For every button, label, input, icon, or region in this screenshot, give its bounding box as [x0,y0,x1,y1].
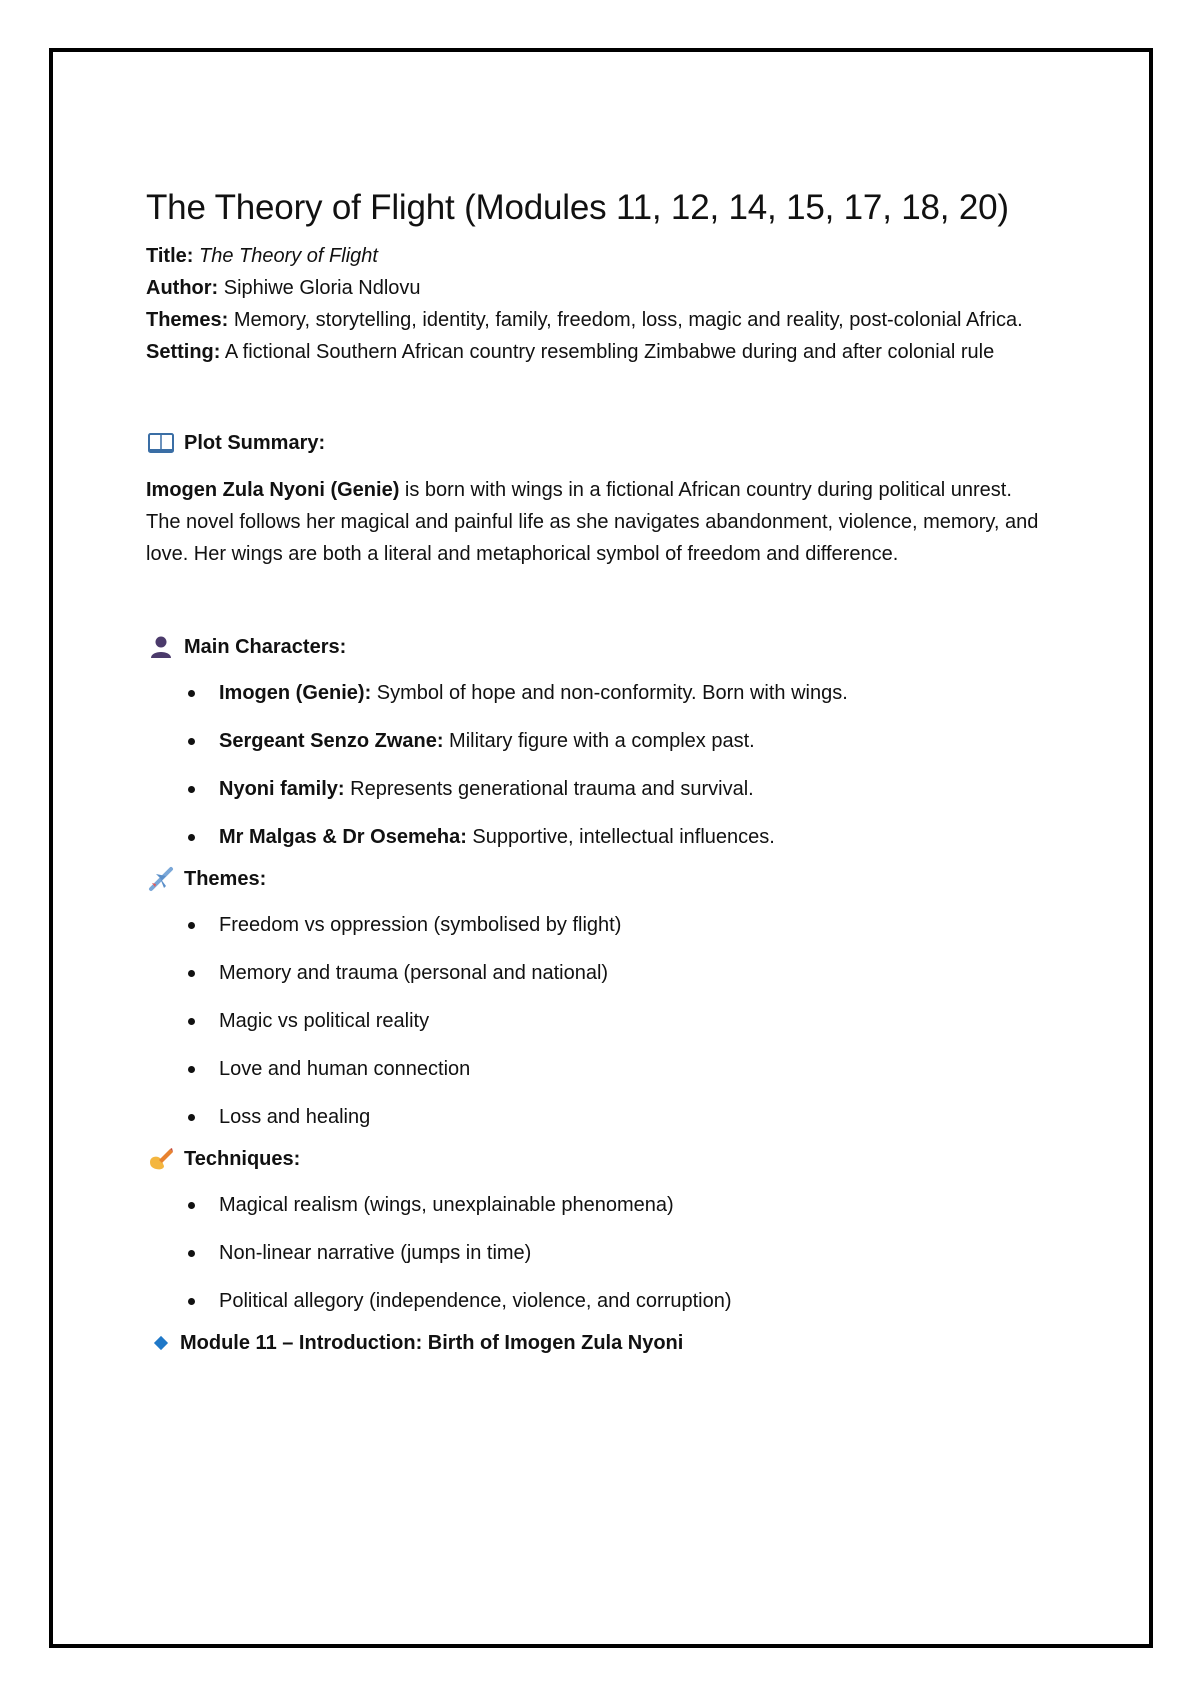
plot-lead: Imogen Zula Nyoni (Genie) [146,479,400,501]
list-item [146,1102,1046,1132]
list-item [146,774,1046,804]
meta-themes-line [146,304,1046,336]
meta-block [146,240,1046,368]
characters-section [146,632,1046,852]
module-heading [146,1328,1046,1358]
meta-setting-line [146,336,1046,368]
character-name: Imogen (Genie): [219,682,372,704]
list-item [146,1006,1046,1036]
list-item [146,1238,1046,1268]
list-item [146,822,1046,852]
character-name: Sergeant Senzo Zwane: [219,730,444,752]
plot-text: is born with wings in a fictional African country during political unrest. The novel follows her magical and painful life as she navigates abandonment, violence, memory, and love. Her wings are both a literal and metaphorical symbol of freedom and difference. [146,479,1039,565]
technique-text: Non-linear narrative (jumps in time) [219,1242,532,1264]
techniques-heading-label: Techniques: [184,1148,301,1170]
themes-heading-label: Themes: [184,868,267,890]
themes-heading [146,864,1046,894]
plot-section [146,428,1046,570]
meta-setting-value: A fictional Southern African country resembling Zimbabwe during and after colonial rule [224,341,995,363]
airplane-icon [146,865,176,893]
meta-themes-value: Memory, storytelling, identity, family, freedom, loss, magic and reality, post-colonial Africa. [233,309,1023,331]
theme-text: Love and human connection [219,1058,471,1080]
list-item [146,1190,1046,1220]
theme-text: Memory and trauma (personal and national) [219,962,609,984]
techniques-list [146,1190,1046,1316]
characters-heading [146,632,1046,662]
module-heading-label: Module 11 – Introduction: Birth of Imogen Zula Nyoni [180,1332,684,1354]
list-item [146,678,1046,708]
meta-setting-label: Setting: [146,341,221,363]
character-desc: Supportive, intellectual influences. [466,826,775,848]
plot-paragraph [146,474,1046,570]
meta-title-label: Title: [146,245,194,267]
list-item [146,1054,1046,1084]
person-icon [146,633,176,661]
techniques-section [146,1144,1046,1316]
theme-text: Magic vs political reality [219,1010,430,1032]
meta-title-value: The Theory of Flight [198,245,378,267]
blue-diamond-icon [154,1336,168,1350]
plot-heading-label: Plot Summary: [184,432,326,454]
writing-hand-icon [146,1145,176,1173]
theme-text: Loss and healing [219,1106,371,1128]
book-icon [146,429,176,457]
list-item [146,910,1046,940]
meta-author-label: Author: [146,277,219,299]
plot-heading [146,428,1046,458]
technique-text: Political allegory (independence, violence, and corruption) [219,1290,732,1312]
themes-section [146,864,1046,1132]
character-desc: Military figure with a complex past. [443,730,755,752]
techniques-heading [146,1144,1046,1174]
meta-author-line [146,272,1046,304]
theme-text: Freedom vs oppression (symbolised by flight) [219,914,622,936]
character-name: Nyoni family: [219,778,345,800]
list-item [146,1286,1046,1316]
character-desc: Symbol of hope and non-conformity. Born with wings. [371,682,848,704]
list-item [146,726,1046,756]
meta-author-value: Siphiwe Gloria Ndlovu [223,277,421,299]
list-item [146,958,1046,988]
character-name: Mr Malgas & Dr Osemeha: [219,826,467,848]
character-desc: Represents generational trauma and survival. [344,778,754,800]
technique-text: Magical realism (wings, unexplainable phenomena) [219,1194,674,1216]
meta-themes-label: Themes: [146,309,229,331]
document-body [146,184,1046,1358]
themes-list [146,910,1046,1132]
characters-list [146,678,1046,852]
document-title: The Theory of Flight (Modules 11, 12, 14, 15, 17, 18, 20) [146,188,1009,227]
meta-title-line [146,240,1046,272]
characters-heading-label: Main Characters: [184,636,347,658]
